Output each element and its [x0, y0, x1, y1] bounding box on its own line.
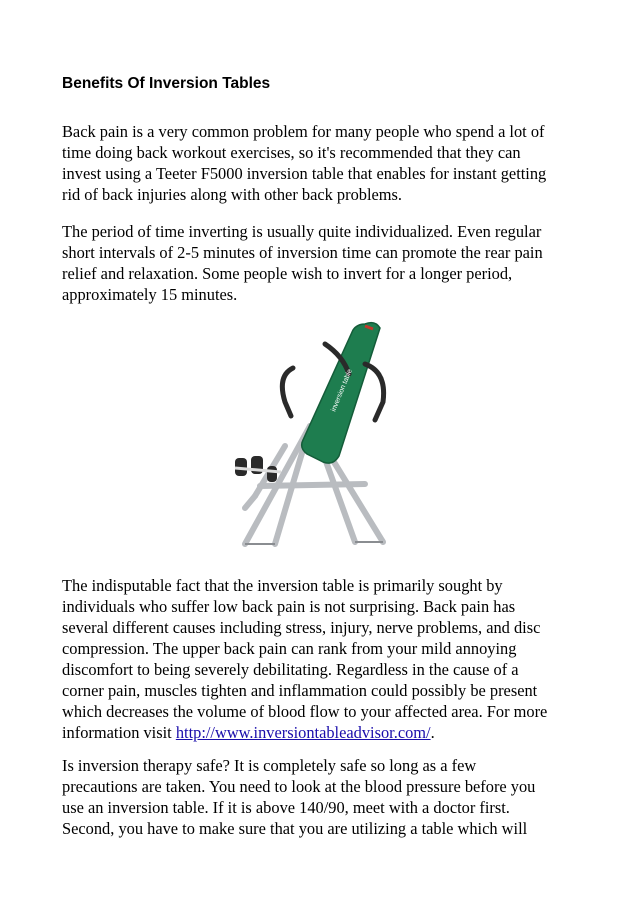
text-line: corner pain, muscles tighten and inflammation could possibly be present: [62, 681, 538, 700]
text-line: use an inversion table. If it is above 140/90, meet with a doctor first.: [62, 798, 510, 817]
text-line: several different causes including stress, injury, nerve problems, and disc: [62, 618, 541, 637]
text-line: compression. The upper back pain can rank from your mild annoying: [62, 639, 517, 658]
text-line: discomfort to being severely debilitating. Regardless in the cause of a: [62, 660, 519, 679]
paragraph-duration: [62, 221, 582, 305]
inversion-table-image: [215, 316, 405, 548]
website-link[interactable]: http://www.inversiontableadvisor.com/: [175, 723, 431, 742]
text-line-with-link: [62, 722, 582, 743]
text-line: precautions are taken. You need to look at the blood pressure before you: [62, 777, 536, 796]
text-line: time doing back workout exercises, so it's recommended that they can: [62, 143, 521, 162]
paragraph-back-pain: [62, 575, 582, 743]
heading-title: Benefits Of Inversion Tables: [62, 75, 271, 92]
paragraph-safety: [62, 755, 582, 839]
text-line: The period of time inverting is usually quite individualized. Even regular: [62, 222, 542, 241]
link-prefix-text: information visit: [62, 723, 176, 742]
bed-logo: inversion table: [330, 368, 354, 413]
text-line: Is inversion therapy safe? It is completely safe so long as a few: [62, 756, 477, 775]
text-line: rid of back injuries along with other back problems.: [62, 185, 403, 204]
text-line: invest using a Teeter F5000 inversion table that enables for instant getting: [62, 164, 547, 183]
text-line: Second, you have to make sure that you are utilizing a table which will: [62, 819, 528, 838]
text-line: which decreases the volume of blood flow to your affected area. For more: [62, 702, 548, 721]
text-line: approximately 15 minutes.: [62, 285, 238, 304]
text-line: individuals who suffer low back pain is not surprising. Back pain has: [62, 597, 516, 616]
text-line: relief and relaxation. Some people wish to invert for a longer period,: [62, 264, 513, 283]
text-line: short intervals of 2-5 minutes of inversion time can promote the rear pain: [62, 243, 543, 262]
text-line: The indisputable fact that the inversion table is primarily sought by: [62, 576, 503, 595]
link-suffix-text: .: [430, 723, 435, 742]
paragraph-intro: [62, 121, 582, 205]
text-line: Back pain is a very common problem for many people who spend a lot of: [62, 122, 545, 141]
